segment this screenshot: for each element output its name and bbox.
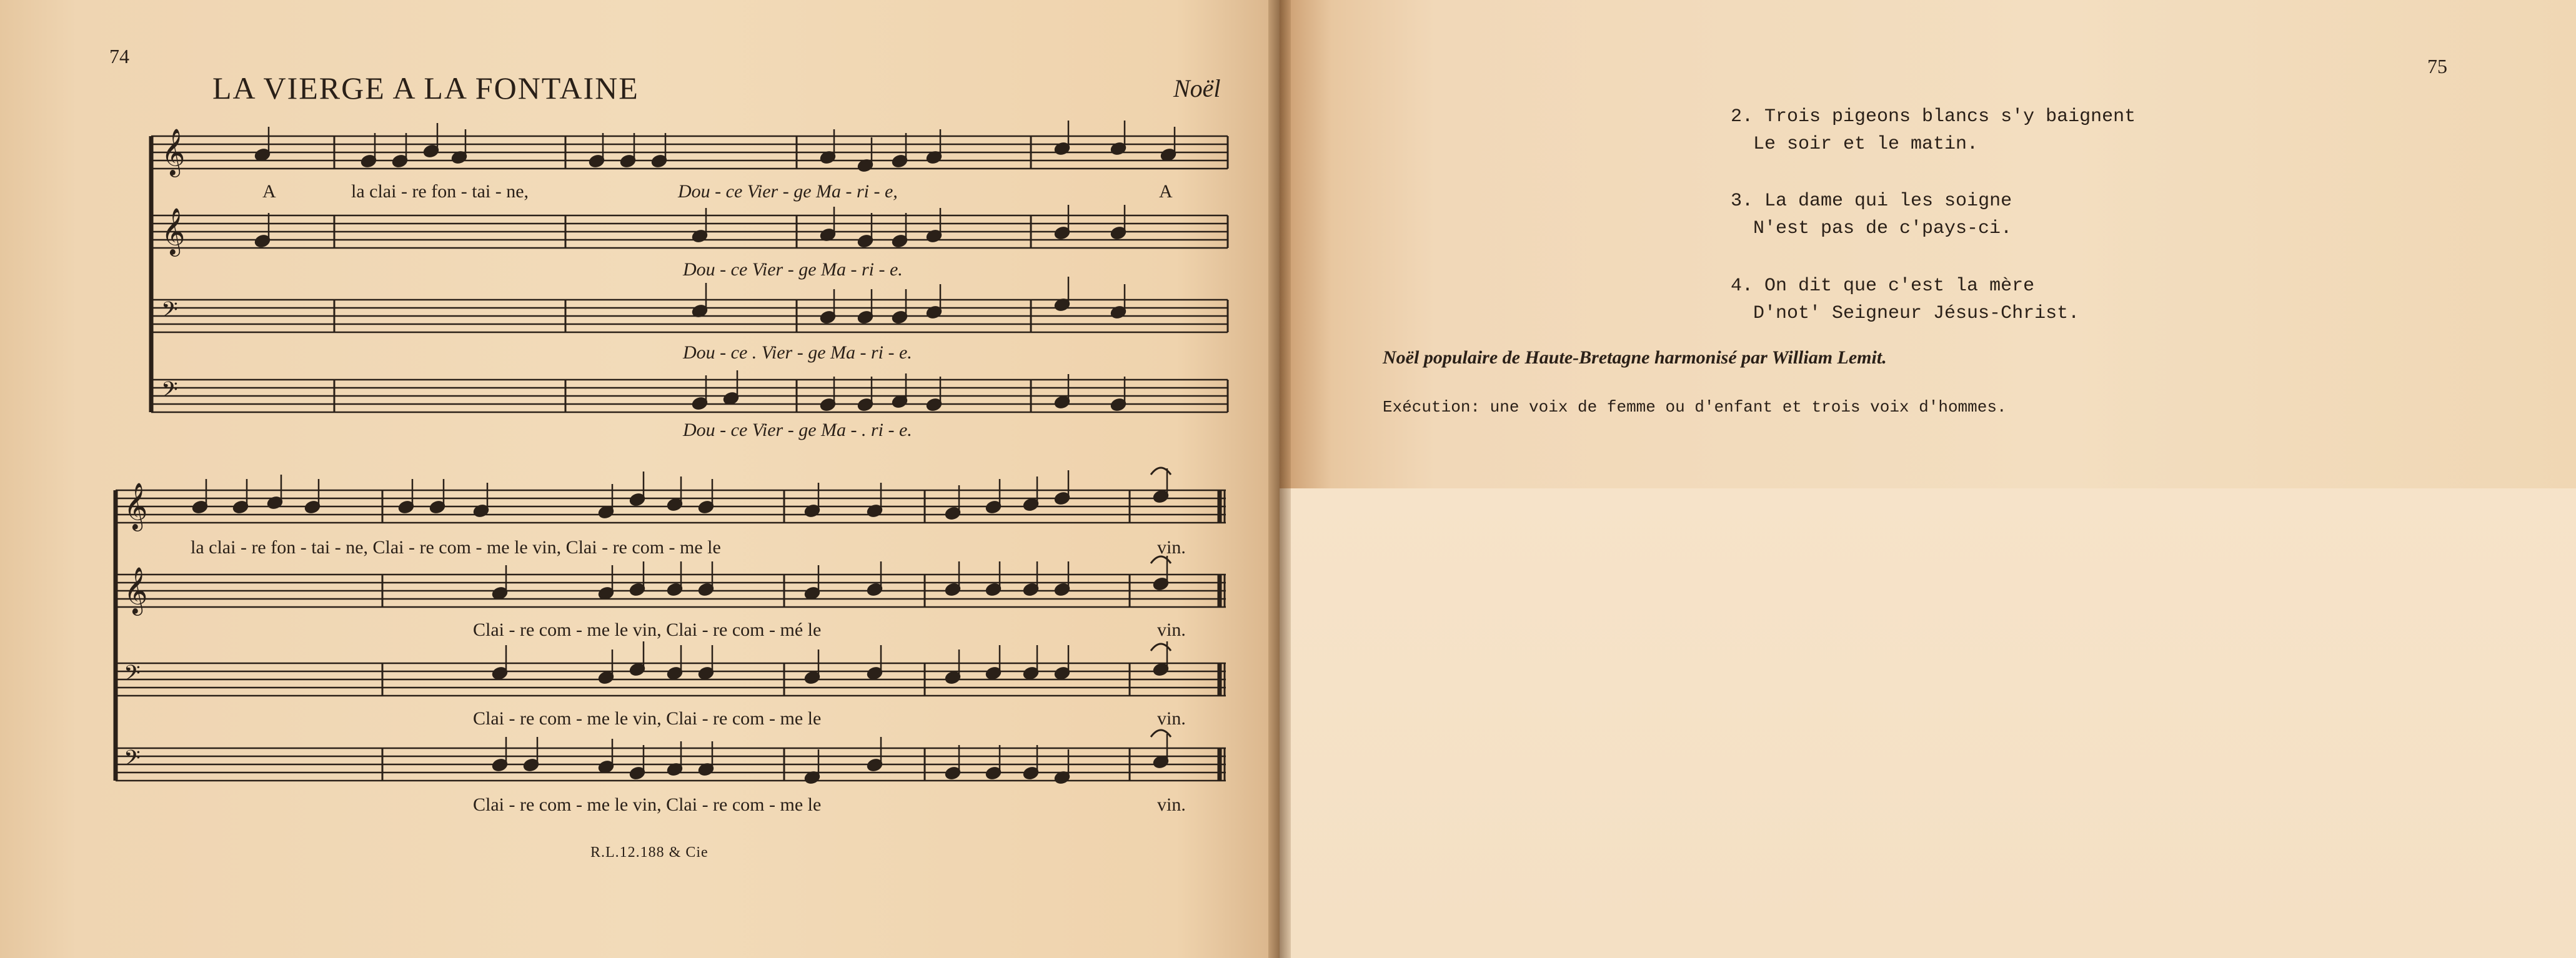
- lyric-s2-v1: la clai - re fon - tai - ne, Clai - re com - me le vin, Clai - re com - me le: [191, 537, 721, 558]
- verse-4-line-2: D'not' Seigneur Jésus-Christ.: [1753, 303, 2080, 324]
- treble-clef: 𝄞: [161, 128, 186, 175]
- page-number-left: 74: [109, 45, 129, 67]
- lyric-s2-v3-end: vin.: [1157, 708, 1186, 729]
- treble-clef: 𝄞: [124, 482, 148, 530]
- lyric-s1-v1-d: A: [1159, 181, 1173, 202]
- verse-3-line-1: 3. La dame qui les soigne: [1731, 190, 2012, 212]
- lyric-s2-v4: Clai - re com - me le vin, Clai - re com - me le: [473, 794, 822, 815]
- treble-clef: 𝄞: [124, 566, 148, 614]
- lyric-s1-v3: Dou - ce . Vier - ge Ma - ri - e.: [683, 342, 912, 363]
- blank-page-area: [1280, 488, 2576, 958]
- verse-3: [1731, 187, 2012, 242]
- verse-2-line-1: 2. Trois pigeons blancs s'y baignent: [1731, 106, 2136, 127]
- lyric-s2-v1-end: vin.: [1157, 537, 1186, 558]
- verse-4-line-1: 4. On dit que c'est la mère: [1731, 275, 2035, 297]
- bass-clef: 𝄢: [124, 744, 141, 776]
- lyric-s2-v2-end: vin.: [1157, 620, 1186, 640]
- arrangement-credit: Noël populaire de Haute-Bretagne harmonisé par William Lemit.: [1383, 347, 1887, 368]
- verse-4: [1731, 272, 2079, 327]
- execution-note: Exécution: une voix de femme ou d'enfant et trois voix d'hommes.: [1383, 398, 2007, 417]
- verse-2: [1731, 103, 2136, 158]
- song-title: LA VIERGE A LA FONTAINE: [212, 71, 639, 106]
- verse-2-line-2: Le soir et le matin.: [1753, 134, 1979, 155]
- lyric-s2-v4-end: vin.: [1157, 794, 1186, 815]
- bass-clef: 𝄢: [124, 659, 141, 691]
- genre-label: Noël: [1173, 74, 1221, 102]
- lyric-s1-v4: Dou - ce Vier - ge Ma - . ri - e.: [683, 420, 912, 440]
- lyric-s1-v1-c: Dou - ce Vier - ge Ma - ri - e,: [678, 181, 898, 202]
- page-number-right: 75: [2427, 55, 2447, 77]
- bass-clef: 𝄢: [161, 376, 178, 407]
- lyric-s2-v2: Clai - re com - me le vin, Clai - re com - mé le: [473, 620, 822, 640]
- treble-clef: 𝄞: [161, 207, 186, 255]
- publisher-footer: R.L.12.188 & Cie: [590, 844, 709, 861]
- verse-3-line-2: N'est pas de c'pays-ci.: [1753, 218, 2012, 239]
- lyric-s1-v1-b: la clai - re fon - tai - ne,: [351, 181, 529, 202]
- bass-clef: 𝄢: [161, 296, 178, 327]
- lyric-s2-v3: Clai - re com - me le vin, Clai - re com - me le: [473, 708, 822, 729]
- lyric-s1-v1-a: A: [262, 181, 276, 202]
- lyric-s1-v2: Dou - ce Vier - ge Ma - ri - e.: [683, 259, 903, 280]
